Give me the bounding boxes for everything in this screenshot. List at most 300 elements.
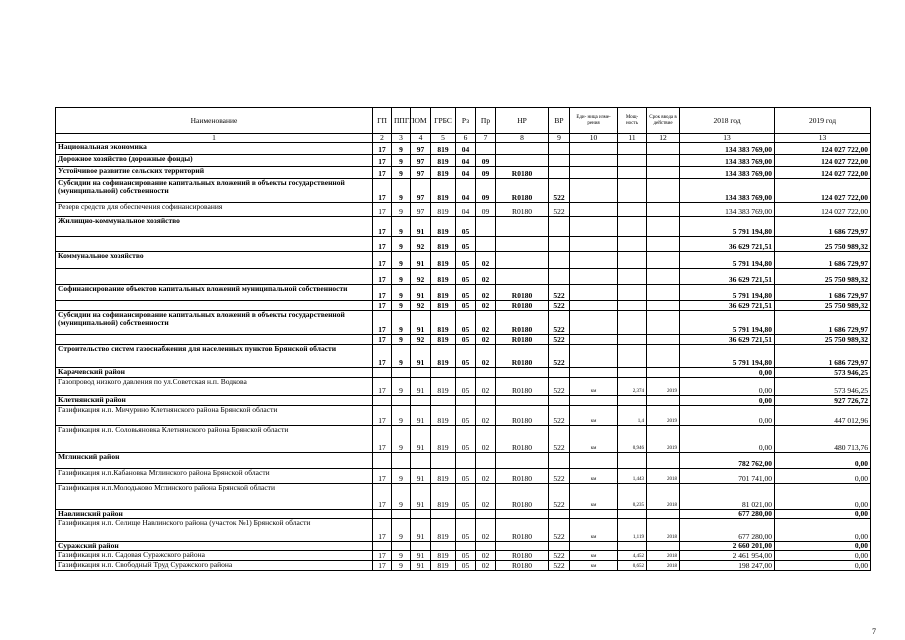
col-number: 11: [618, 134, 647, 143]
cell-nr: R0180: [496, 345, 549, 368]
cell-rz: 05: [456, 311, 476, 335]
cell-power: [618, 345, 647, 368]
cell-grbs: 819: [431, 484, 456, 510]
row-name: Газификация н.п. Селище Навлинского района (участок №1) Брянской области: [56, 519, 373, 542]
table-row: [56, 217, 871, 237]
cell-2019: 124 027 722,00: [775, 203, 871, 217]
cell-grbs: 819: [431, 406, 456, 426]
cell-ppgp: 9: [392, 378, 411, 396]
cell-pr: 02: [476, 311, 496, 335]
cell-power: [618, 396, 647, 406]
cell-unit: [570, 217, 618, 237]
cell-gp: 17: [373, 285, 392, 301]
cell-term: [647, 285, 680, 301]
cell-2019: 0,00: [775, 469, 871, 484]
cell-om: 91: [411, 285, 431, 301]
cell-pr: 02: [476, 406, 496, 426]
cell-gp: 17: [373, 484, 392, 510]
cell-gp: 17: [373, 406, 392, 426]
cell-gp: 17: [373, 561, 392, 571]
cell-2019: 0,00: [775, 519, 871, 542]
cell-2018: 5 791 194,80: [680, 252, 775, 269]
row-name: Строительство систем газоснабжения для населенных пунктов Брянской области: [56, 345, 373, 368]
cell-om: [411, 396, 431, 406]
cell-ppgp: 9: [392, 167, 411, 179]
cell-2018: 5 791 194,80: [680, 285, 775, 301]
cell-grbs: 819: [431, 311, 456, 335]
cell-unit: км: [570, 484, 618, 510]
cell-pr: 02: [476, 561, 496, 571]
col-number: 9: [549, 134, 570, 143]
cell-nr: R0180: [496, 179, 549, 203]
cell-nr: R0180: [496, 335, 549, 345]
table-row: [56, 301, 871, 311]
table-row: [56, 269, 871, 285]
cell-nr: R0180: [496, 484, 549, 510]
row-name: [56, 335, 373, 345]
cell-om: [411, 510, 431, 519]
cell-unit: [570, 368, 618, 378]
cell-vr: 522: [549, 203, 570, 217]
cell-om: 92: [411, 335, 431, 345]
cell-unit: [570, 453, 618, 469]
cell-gp: 17: [373, 301, 392, 311]
cell-2019: 0,00: [775, 453, 871, 469]
cell-2019: 124 027 722,00: [775, 155, 871, 167]
cell-grbs: 819: [431, 561, 456, 571]
cell-pr: 02: [476, 335, 496, 345]
cell-vr: [549, 167, 570, 179]
cell-om: 91: [411, 469, 431, 484]
cell-gp: 17: [373, 143, 392, 155]
cell-gp: 17: [373, 217, 392, 237]
cell-2019: 124 027 722,00: [775, 143, 871, 155]
cell-rz: 05: [456, 335, 476, 345]
cell-rz: 05: [456, 426, 476, 453]
cell-nr: [496, 155, 549, 167]
cell-2018: 134 383 769,00: [680, 155, 775, 167]
cell-ppgp: 9: [392, 269, 411, 285]
cell-vr: 522: [549, 519, 570, 542]
cell-pr: [476, 237, 496, 252]
cell-gp: [373, 368, 392, 378]
cell-term: 2019: [647, 378, 680, 396]
cell-nr: [496, 453, 549, 469]
cell-gp: 17: [373, 335, 392, 345]
cell-power: 0,946: [618, 426, 647, 453]
cell-ppgp: 9: [392, 519, 411, 542]
cell-grbs: [431, 510, 456, 519]
cell-rz: 05: [456, 237, 476, 252]
row-name: Газификация н.п. Мичурино Клетнянского района Брянской области: [56, 406, 373, 426]
cell-pr: 02: [476, 469, 496, 484]
cell-nr: R0180: [496, 378, 549, 396]
cell-2019: 927 726,72: [775, 396, 871, 406]
cell-nr: R0180: [496, 469, 549, 484]
cell-2019: 0,00: [775, 542, 871, 551]
header-unit: Еди- ница изме- рения: [570, 108, 618, 134]
cell-pr: 02: [476, 269, 496, 285]
header-2019: 2019 год: [775, 108, 871, 134]
cell-vr: [549, 155, 570, 167]
cell-ppgp: 9: [392, 561, 411, 571]
cell-ppgp: [392, 396, 411, 406]
cell-om: 91: [411, 311, 431, 335]
cell-gp: 17: [373, 167, 392, 179]
cell-power: 0,235: [618, 484, 647, 510]
cell-unit: [570, 252, 618, 269]
cell-nr: R0180: [496, 167, 549, 179]
cell-vr: 522: [549, 311, 570, 335]
cell-2018: 36 629 721,51: [680, 301, 775, 311]
cell-2018: 677 280,00: [680, 519, 775, 542]
cell-term: 2018: [647, 469, 680, 484]
row-name: [56, 301, 373, 311]
cell-2018: 81 021,00: [680, 484, 775, 510]
cell-gp: 17: [373, 203, 392, 217]
cell-pr: 02: [476, 551, 496, 561]
cell-pr: 09: [476, 155, 496, 167]
column-number-row: [56, 134, 871, 143]
cell-power: [618, 542, 647, 551]
cell-gp: [373, 453, 392, 469]
cell-grbs: 819: [431, 252, 456, 269]
cell-vr: 522: [549, 551, 570, 561]
row-name: Коммунальное хозяйство: [56, 252, 373, 269]
table-row: [56, 167, 871, 179]
cell-gp: 17: [373, 345, 392, 368]
cell-nr: R0180: [496, 561, 549, 571]
cell-power: 0,652: [618, 561, 647, 571]
col-number: 5: [431, 134, 456, 143]
cell-unit: [570, 285, 618, 301]
cell-pr: 02: [476, 301, 496, 311]
cell-term: [647, 167, 680, 179]
table-row: [56, 378, 871, 396]
budget-table: [55, 107, 871, 571]
row-name: Газопровод низкого давления по ул.Советская н.п. Водкова: [56, 378, 373, 396]
cell-pr: 02: [476, 426, 496, 453]
cell-2018: 0,00: [680, 406, 775, 426]
cell-2018: 5 791 194,80: [680, 311, 775, 335]
table-row: [56, 368, 871, 378]
cell-2019: 1 686 729,97: [775, 311, 871, 335]
cell-2019: 573 946,25: [775, 378, 871, 396]
cell-nr: R0180: [496, 301, 549, 311]
cell-vr: [549, 237, 570, 252]
cell-vr: 522: [549, 561, 570, 571]
cell-2018: 0,00: [680, 368, 775, 378]
cell-2019: 1 686 729,97: [775, 345, 871, 368]
cell-2018: 36 629 721,51: [680, 269, 775, 285]
cell-unit: [570, 143, 618, 155]
cell-2018: 134 383 769,00: [680, 179, 775, 203]
table-row: [56, 345, 871, 368]
cell-om: 91: [411, 406, 431, 426]
cell-ppgp: 9: [392, 301, 411, 311]
cell-ppgp: [392, 542, 411, 551]
cell-grbs: 819: [431, 301, 456, 311]
cell-2019: 573 946,25: [775, 368, 871, 378]
cell-term: 2019: [647, 426, 680, 453]
cell-unit: [570, 167, 618, 179]
cell-pr: [476, 396, 496, 406]
cell-term: [647, 301, 680, 311]
cell-vr: [549, 453, 570, 469]
cell-2019: 1 686 729,97: [775, 285, 871, 301]
cell-term: [647, 155, 680, 167]
header-power: Мощ- ность: [618, 108, 647, 134]
cell-om: 92: [411, 269, 431, 285]
cell-ppgp: 9: [392, 155, 411, 167]
row-name: Суражский район: [56, 542, 373, 551]
cell-rz: 04: [456, 179, 476, 203]
row-name: Клетнянский район: [56, 396, 373, 406]
cell-power: 1,443: [618, 469, 647, 484]
row-name: [56, 269, 373, 285]
cell-power: [618, 252, 647, 269]
cell-term: [647, 396, 680, 406]
cell-term: 2018: [647, 561, 680, 571]
cell-ppgp: 9: [392, 406, 411, 426]
cell-om: 91: [411, 551, 431, 561]
row-name: Резерв средств для обеспечения софинансирования: [56, 203, 373, 217]
cell-2018: 677 280,00: [680, 510, 775, 519]
cell-power: [618, 143, 647, 155]
table-row: [56, 203, 871, 217]
cell-pr: [476, 143, 496, 155]
cell-rz: 05: [456, 301, 476, 311]
header-ppgp: ППГП: [392, 108, 411, 134]
cell-power: [618, 179, 647, 203]
cell-gp: 17: [373, 551, 392, 561]
cell-ppgp: 9: [392, 484, 411, 510]
cell-unit: [570, 237, 618, 252]
cell-pr: [476, 368, 496, 378]
table-row: [56, 252, 871, 269]
cell-gp: 17: [373, 426, 392, 453]
cell-gp: 17: [373, 252, 392, 269]
table-row: [56, 551, 871, 561]
header-term: Срок ввода в действие: [647, 108, 680, 134]
col-number: 7: [476, 134, 496, 143]
cell-rz: [456, 510, 476, 519]
col-number: 2: [373, 134, 392, 143]
cell-power: [618, 368, 647, 378]
cell-gp: 17: [373, 179, 392, 203]
cell-pr: 02: [476, 484, 496, 510]
cell-grbs: 819: [431, 167, 456, 179]
cell-vr: 522: [549, 469, 570, 484]
cell-om: 91: [411, 519, 431, 542]
cell-term: [647, 143, 680, 155]
cell-grbs: 819: [431, 519, 456, 542]
cell-2019: 25 750 989,32: [775, 237, 871, 252]
cell-om: 91: [411, 217, 431, 237]
cell-nr: R0180: [496, 551, 549, 561]
cell-ppgp: 9: [392, 335, 411, 345]
cell-gp: 17: [373, 469, 392, 484]
col-number: 1: [56, 134, 373, 143]
cell-2018: 2 660 201,00: [680, 542, 775, 551]
cell-power: [618, 155, 647, 167]
table-row: [56, 484, 871, 510]
table-row: [56, 335, 871, 345]
cell-rz: 04: [456, 143, 476, 155]
cell-power: [618, 453, 647, 469]
cell-vr: [549, 510, 570, 519]
row-name: Национальная экономика: [56, 143, 373, 155]
cell-unit: км: [570, 551, 618, 561]
col-number: 4: [411, 134, 431, 143]
cell-pr: [476, 510, 496, 519]
cell-unit: км: [570, 406, 618, 426]
cell-rz: 05: [456, 551, 476, 561]
cell-2019: 0,00: [775, 561, 871, 571]
col-number: 12: [647, 134, 680, 143]
cell-gp: 17: [373, 311, 392, 335]
cell-term: [647, 335, 680, 345]
cell-vr: 522: [549, 426, 570, 453]
table-row: [56, 396, 871, 406]
cell-term: [647, 237, 680, 252]
cell-nr: [496, 252, 549, 269]
cell-unit: км: [570, 519, 618, 542]
cell-om: [411, 368, 431, 378]
cell-2018: 36 629 721,51: [680, 335, 775, 345]
cell-rz: 05: [456, 217, 476, 237]
cell-unit: [570, 510, 618, 519]
cell-2018: 198 247,00: [680, 561, 775, 571]
cell-ppgp: [392, 510, 411, 519]
cell-pr: 09: [476, 203, 496, 217]
cell-power: [618, 285, 647, 301]
cell-ppgp: 9: [392, 252, 411, 269]
cell-nr: [496, 542, 549, 551]
cell-2018: 0,00: [680, 396, 775, 406]
cell-vr: [549, 269, 570, 285]
cell-rz: 05: [456, 484, 476, 510]
table-row: [56, 426, 871, 453]
cell-pr: 09: [476, 167, 496, 179]
cell-pr: 09: [476, 179, 496, 203]
cell-power: [618, 311, 647, 335]
cell-om: 92: [411, 301, 431, 311]
cell-nr: [496, 269, 549, 285]
header-gp: ГП: [373, 108, 392, 134]
cell-vr: [549, 542, 570, 551]
cell-vr: [549, 396, 570, 406]
cell-om: 92: [411, 237, 431, 252]
row-name: Субсидии на софинансирование капитальных вложений в объекты государственной (муниципальной) собственности: [56, 179, 373, 203]
cell-grbs: 819: [431, 285, 456, 301]
cell-om: 97: [411, 155, 431, 167]
cell-grbs: 819: [431, 551, 456, 561]
cell-om: 97: [411, 167, 431, 179]
cell-term: [647, 269, 680, 285]
cell-nr: [496, 237, 549, 252]
cell-nr: [496, 143, 549, 155]
cell-2018: 36 629 721,51: [680, 237, 775, 252]
cell-gp: 17: [373, 378, 392, 396]
cell-pr: 02: [476, 519, 496, 542]
table-row: [56, 237, 871, 252]
cell-vr: 522: [549, 179, 570, 203]
cell-nr: R0180: [496, 426, 549, 453]
cell-grbs: [431, 453, 456, 469]
cell-unit: [570, 335, 618, 345]
cell-power: [618, 217, 647, 237]
cell-om: [411, 542, 431, 551]
row-name: Устойчивое развитие сельских территорий: [56, 167, 373, 179]
cell-ppgp: 9: [392, 311, 411, 335]
row-name: [56, 237, 373, 252]
cell-nr: R0180: [496, 406, 549, 426]
col-number: 10: [570, 134, 618, 143]
cell-vr: [549, 217, 570, 237]
cell-grbs: 819: [431, 179, 456, 203]
cell-grbs: [431, 396, 456, 406]
header-om: ОМ: [411, 108, 431, 134]
cell-2018: 5 791 194,80: [680, 217, 775, 237]
cell-power: [618, 301, 647, 311]
cell-rz: [456, 368, 476, 378]
cell-vr: [549, 252, 570, 269]
table-row: [56, 469, 871, 484]
cell-unit: км: [570, 426, 618, 453]
cell-unit: [570, 396, 618, 406]
cell-ppgp: 9: [392, 469, 411, 484]
cell-nr: R0180: [496, 285, 549, 301]
cell-unit: [570, 311, 618, 335]
cell-nr: [496, 368, 549, 378]
cell-vr: 522: [549, 285, 570, 301]
cell-2019: 124 027 722,00: [775, 179, 871, 203]
header-vr: ВР: [549, 108, 570, 134]
cell-grbs: [431, 542, 456, 551]
row-name: Газификация н.п. Свободный Труд Суражского района: [56, 561, 373, 571]
cell-grbs: 819: [431, 143, 456, 155]
cell-grbs: 819: [431, 345, 456, 368]
cell-unit: [570, 155, 618, 167]
col-number: 3: [392, 134, 411, 143]
cell-om: 91: [411, 484, 431, 510]
cell-ppgp: 9: [392, 217, 411, 237]
cell-pr: [476, 453, 496, 469]
header-name: Наименование: [56, 108, 373, 134]
cell-grbs: 819: [431, 426, 456, 453]
cell-vr: [549, 143, 570, 155]
cell-power: [618, 269, 647, 285]
cell-gp: [373, 396, 392, 406]
cell-ppgp: 9: [392, 237, 411, 252]
cell-2019: 0,00: [775, 510, 871, 519]
cell-term: [647, 311, 680, 335]
row-name: Газификация н.п.Молодьково Мглинского района Брянской области: [56, 484, 373, 510]
cell-power: 1,119: [618, 519, 647, 542]
cell-power: 2,374: [618, 378, 647, 396]
cell-grbs: 819: [431, 155, 456, 167]
cell-nr: R0180: [496, 519, 549, 542]
cell-vr: 522: [549, 378, 570, 396]
cell-2019: 25 750 989,32: [775, 301, 871, 311]
cell-grbs: [431, 368, 456, 378]
cell-power: 4,452: [618, 551, 647, 561]
cell-rz: 04: [456, 155, 476, 167]
cell-grbs: 819: [431, 237, 456, 252]
cell-unit: [570, 301, 618, 311]
cell-gp: [373, 542, 392, 551]
